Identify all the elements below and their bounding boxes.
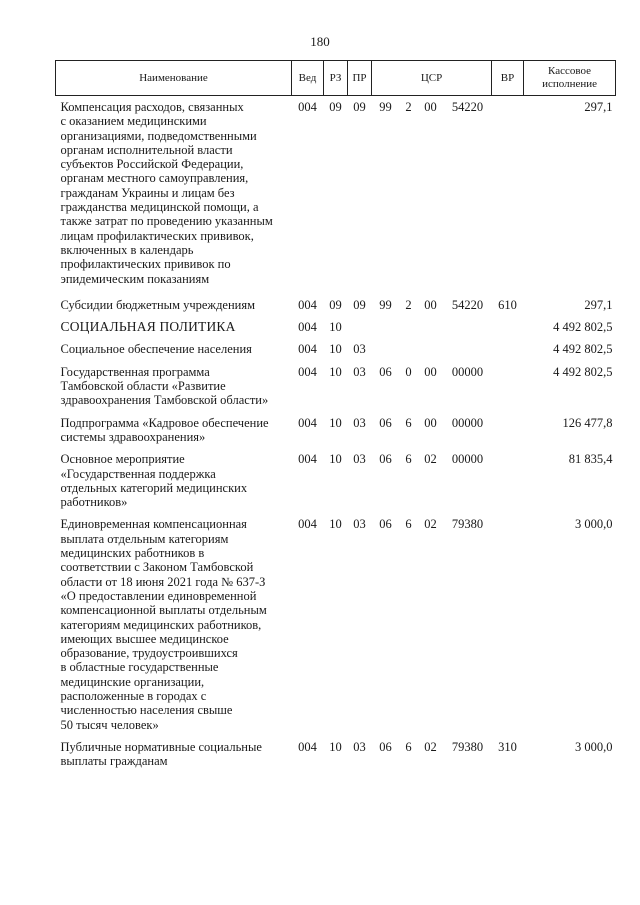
row-csr-event — [418, 338, 444, 360]
row-ved: 004 — [298, 297, 317, 312]
row-amount: 297,1 — [584, 297, 613, 312]
row-ved: 004 — [298, 517, 317, 532]
row-name: Компенсация расходов, связанных с оказанием медицинскими организациями, подведомственными органам исполнительной власти субъектов Российской Федерации, органам местного самоуправления, гражданам Украины и лицам без гражданства медицинской помощи, а также затрат по проведению указанным лицам профилактических прививок, включенных в календарь профилактических прививок по эпидемическим показаниям — [60, 100, 273, 286]
row-rz: 10 — [329, 452, 342, 467]
row-csr-program: 06 — [379, 364, 392, 379]
row-csr-program — [372, 338, 400, 360]
row-csr-program: 99 — [379, 297, 392, 312]
table-row — [56, 513, 616, 735]
row-csr-direction: 54220 — [451, 100, 484, 114]
row-rz: 09 — [329, 297, 342, 312]
table-row — [56, 448, 616, 513]
row-name: Субсидии бюджетным учреждениям — [60, 297, 256, 312]
row-ved: 004 — [298, 100, 317, 114]
table-row — [56, 338, 616, 360]
row-vr: 310 — [498, 739, 517, 754]
row-csr-subprogram: 2 — [405, 100, 412, 114]
row-csr-program: 06 — [379, 739, 392, 754]
row-vr — [492, 361, 524, 412]
row-csr-event: 02 — [424, 739, 437, 754]
row-ved: 004 — [298, 364, 317, 379]
row-vr — [492, 513, 524, 735]
row-rz: 10 — [329, 739, 342, 754]
row-csr-program: 99 — [379, 100, 392, 114]
table-header — [56, 61, 616, 96]
row-csr-direction — [444, 338, 492, 360]
row-pr: 09 — [353, 297, 366, 312]
row-csr-direction: 54220 — [451, 297, 484, 312]
header-rz: РЗ — [324, 61, 348, 96]
row-rz: 10 — [329, 517, 342, 532]
row-ved: 004 — [298, 739, 317, 754]
row-pr: 03 — [353, 364, 366, 379]
table-row — [56, 316, 616, 338]
row-amount: 3 000,0 — [575, 739, 613, 754]
row-vr — [492, 448, 524, 513]
row-rz: 10 — [329, 342, 342, 357]
row-pr — [348, 316, 372, 338]
row-amount: 4 492 802,5 — [553, 320, 613, 335]
row-csr-program: 06 — [379, 415, 392, 430]
row-amount: 297,1 — [584, 100, 613, 114]
row-name: Основное мероприятие «Государственная поддержка отдельных категорий медицинских работников» — [60, 452, 248, 510]
row-csr-direction: 79380 — [451, 739, 484, 754]
row-csr-subprogram: 0 — [405, 364, 412, 379]
row-name: СОЦИАЛЬНАЯ ПОЛИТИКА — [60, 319, 236, 335]
row-csr-event: 02 — [424, 517, 437, 532]
row-csr-direction — [444, 316, 492, 338]
row-csr-event: 00 — [424, 100, 437, 114]
row-name: Подпрограмма «Кадровое обеспечение системы здравоохранения» — [60, 415, 269, 444]
header-ved: Вед — [292, 61, 324, 96]
row-csr-subprogram: 6 — [405, 739, 412, 754]
row-vr — [492, 316, 524, 338]
header-pr: ПР — [348, 61, 372, 96]
row-vr: 610 — [498, 297, 517, 312]
header-csr: ЦСР — [372, 61, 492, 96]
row-vr — [492, 96, 524, 290]
header-name: Наименование — [56, 61, 292, 96]
row-csr-event: 00 — [424, 364, 437, 379]
row-csr-direction: 00000 — [451, 415, 484, 430]
row-vr — [492, 412, 524, 449]
header-kassovoe: Кассовое исполнение — [524, 61, 616, 96]
row-rz: 10 — [329, 415, 342, 430]
row-ved: 004 — [298, 415, 317, 430]
row-csr-event: 00 — [424, 297, 437, 312]
row-csr-direction: 79380 — [451, 517, 484, 532]
row-ved: 004 — [298, 320, 317, 335]
row-rz: 09 — [329, 100, 342, 114]
table-row — [56, 290, 616, 316]
table-row — [56, 96, 616, 290]
row-amount: 4 492 802,5 — [553, 364, 613, 379]
row-csr-program: 06 — [379, 452, 392, 467]
row-pr: 09 — [353, 100, 366, 114]
row-pr: 03 — [353, 452, 366, 467]
row-name: Публичные нормативные социальные выплаты гражданам — [60, 739, 262, 769]
header-vr: ВР — [492, 61, 524, 96]
row-csr-subprogram — [400, 316, 418, 338]
row-pr: 03 — [353, 342, 366, 357]
row-amount: 126 477,8 — [562, 415, 613, 430]
row-csr-subprogram: 6 — [405, 415, 412, 430]
row-rz: 10 — [329, 364, 342, 379]
row-amount: 3 000,0 — [575, 517, 613, 532]
row-csr-direction: 00000 — [451, 452, 484, 467]
row-pr: 03 — [353, 415, 366, 430]
row-csr-subprogram: 2 — [405, 297, 412, 312]
row-name: Единовременная компенсационная выплата отдельным категориям медицинских работников в соответствии с Законом Тамбовской области от 18 июня 2021 года № 637-З «О предоставлении единовременной компенсационной выплаты отдельным категориям медицинских работников, имеющих высшее медицинское образование, трудоустроившихся в областные государственные медицинские организации, расположенные в городах с численностью населения свыше 50 тысяч человек» — [60, 517, 267, 732]
row-csr-subprogram: 6 — [405, 517, 412, 532]
row-csr-event: 02 — [424, 452, 437, 467]
row-csr-subprogram: 6 — [405, 452, 412, 467]
row-ved: 004 — [298, 452, 317, 467]
row-name: Социальное обеспечение населения — [60, 342, 252, 357]
row-ved: 004 — [298, 342, 317, 357]
row-csr-event: 00 — [424, 415, 437, 430]
row-amount: 81 835,4 — [568, 452, 613, 467]
row-csr-program — [372, 316, 400, 338]
table-row — [56, 412, 616, 449]
row-pr: 03 — [353, 739, 366, 754]
row-amount: 4 492 802,5 — [553, 342, 613, 357]
row-csr-event — [418, 316, 444, 338]
row-pr: 03 — [353, 517, 366, 532]
row-csr-direction: 00000 — [451, 364, 484, 379]
page-number: 180 — [310, 34, 330, 49]
row-csr-subprogram — [400, 338, 418, 360]
row-rz: 10 — [329, 320, 342, 335]
row-name: Государственная программа Тамбовской области «Развитие здравоохранения Тамбовской области» — [60, 364, 269, 408]
table-row — [56, 361, 616, 412]
budget-table — [55, 60, 616, 772]
row-vr — [492, 338, 524, 360]
table-row — [56, 736, 616, 773]
row-csr-program: 06 — [379, 517, 392, 532]
